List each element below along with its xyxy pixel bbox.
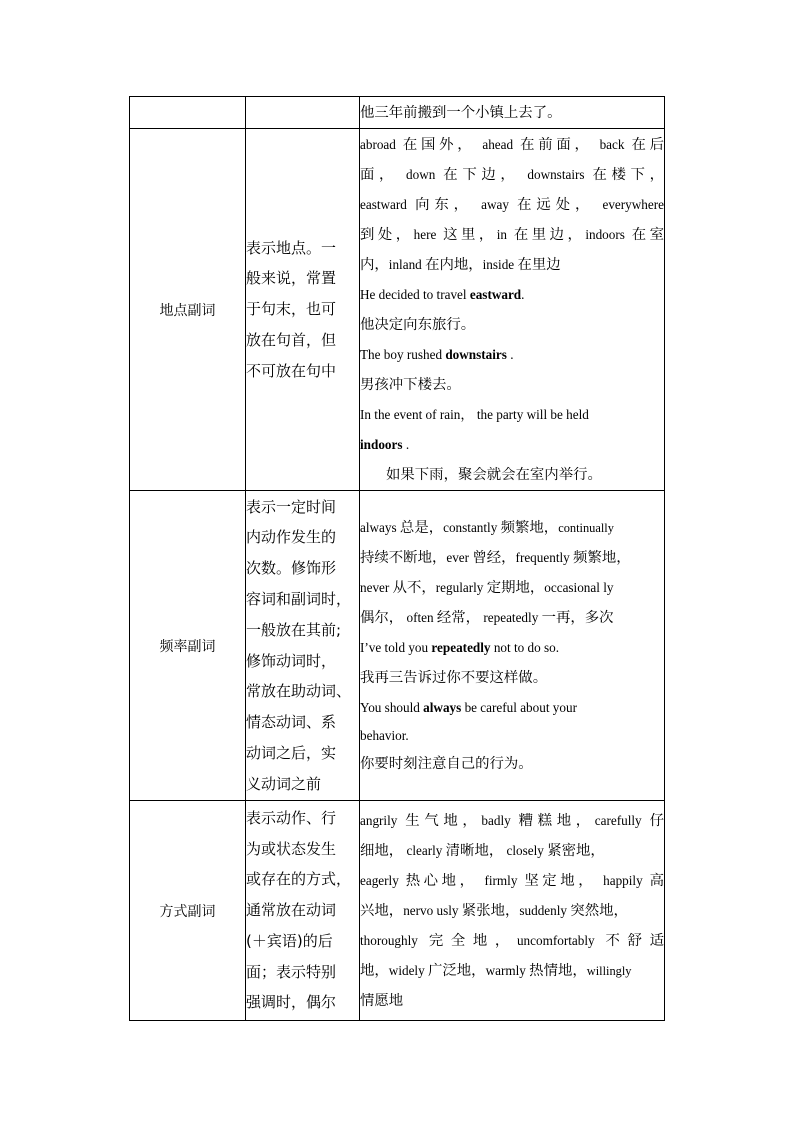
chinese-text: 在里边 — [517, 256, 561, 273]
highlighted-word: always — [423, 699, 462, 715]
chinese-text: 这里， — [443, 226, 497, 243]
example-line — [360, 280, 664, 310]
highlighted-word: indoors — [360, 436, 403, 452]
adverb-category: 方式副词 — [130, 801, 246, 1021]
example-line — [360, 160, 664, 190]
chinese-text: 在楼下， — [592, 166, 664, 183]
adverb-table — [129, 96, 665, 1021]
chinese-text: 内， — [360, 256, 389, 273]
english-text: frequently — [515, 549, 574, 565]
english-text: away — [472, 196, 518, 212]
chinese-text: 生气地， — [405, 812, 482, 829]
english-text: inside — [482, 256, 518, 272]
chinese-text: 地， — [360, 962, 389, 979]
example-line — [360, 926, 664, 956]
english-text: . — [506, 346, 514, 362]
english-text: clearly — [403, 842, 446, 858]
adverb-category: 频率副词 — [130, 491, 246, 801]
highlighted-word: downstairs — [445, 346, 507, 362]
chinese-text: 定期地， — [486, 579, 545, 596]
chinese-text: 高 — [649, 872, 664, 889]
chinese-text: 在室 — [631, 226, 664, 243]
chinese-text: 频繁地， — [500, 519, 559, 536]
chinese-text: 广泛地， — [428, 962, 486, 979]
description-line: 强调时，偶尔 — [246, 993, 337, 1012]
english-text: repeatedly — [480, 609, 542, 625]
example-line — [360, 370, 664, 400]
chinese-text: 曾经， — [472, 549, 516, 566]
chinese-text: 在远处， — [517, 196, 595, 213]
example-line — [360, 340, 664, 370]
english-text: continually — [558, 520, 614, 535]
english-text: angrily — [360, 812, 406, 828]
chinese-text: 经常， — [436, 609, 481, 626]
english-text: behavior. — [360, 727, 409, 743]
table-row — [130, 129, 665, 491]
english-text: closely — [503, 842, 548, 858]
example-line — [360, 633, 664, 663]
chinese-text: 偶尔， — [360, 609, 404, 626]
example-line — [360, 190, 664, 220]
english-text: nervo usly — [403, 902, 462, 918]
examples-cell — [360, 801, 665, 1021]
example-line — [360, 896, 664, 926]
english-text: . — [402, 436, 410, 452]
description-line: 内动作发生的 — [246, 528, 337, 547]
english-text: here — [413, 226, 444, 242]
chinese-text: 细地， — [360, 842, 404, 859]
chinese-text: 他三年前搬到一个小镇上去了。 — [360, 104, 562, 121]
english-text: be careful about your — [461, 699, 577, 715]
chinese-text: 他决定向东旅行。 — [360, 316, 476, 333]
example-line — [360, 430, 664, 460]
chinese-text: 糟糕地， — [518, 812, 595, 829]
description-line: (＋宾语)的后 — [246, 931, 333, 950]
chinese-text: 在前面， — [520, 136, 593, 153]
examples-cell — [360, 97, 665, 129]
english-text: happily — [596, 872, 650, 888]
chinese-text: 热心地， — [405, 872, 478, 889]
english-text: inland — [388, 256, 426, 272]
example-line — [360, 693, 664, 723]
english-text: constantly — [443, 519, 501, 535]
english-text: . — [521, 286, 525, 302]
english-text: down — [398, 166, 444, 182]
example-line — [360, 130, 664, 160]
description-line: 面；表示特别 — [246, 962, 337, 981]
chinese-text: 男孩冲下楼去。 — [360, 376, 461, 393]
english-text: downstairs — [519, 166, 593, 182]
chinese-text: 紧密地， — [547, 842, 605, 859]
usage-description — [246, 97, 360, 129]
example-line — [360, 250, 664, 280]
example-line — [360, 220, 664, 250]
example-line — [360, 836, 664, 866]
english-text: in — [496, 226, 514, 242]
chinese-text: 我再三告诉过你不要这样做。 — [360, 669, 548, 686]
english-text: never — [360, 579, 393, 595]
english-text: eagerly — [360, 872, 406, 888]
highlighted-word: eastward — [469, 286, 522, 302]
description-line: 义动词之前 — [246, 774, 322, 793]
english-text: I’ve told you — [360, 639, 432, 655]
example-line — [360, 310, 664, 340]
chinese-text: 不舒适 — [605, 932, 664, 949]
english-text: badly — [481, 812, 519, 828]
english-text: ever — [446, 549, 473, 565]
example-line — [360, 400, 664, 430]
chinese-text: 兴地， — [360, 902, 404, 919]
english-text: back — [592, 136, 632, 152]
adverb-category: 地点副词 — [130, 129, 246, 491]
chinese-text: 情愿地 — [360, 992, 404, 1009]
english-text: carefully — [594, 812, 650, 828]
description-line: 表示动作、行 — [246, 808, 337, 827]
english-text: not to do so. — [490, 639, 560, 655]
highlighted-word: repeatedly — [431, 639, 491, 655]
description-line: 为或状态发生 — [246, 839, 337, 858]
example-line — [360, 543, 664, 573]
description-line: 般来说，常置 — [246, 269, 337, 288]
english-text: firmly — [477, 872, 525, 888]
chinese-text: 坚定地， — [524, 872, 597, 889]
chinese-text: 到处， — [360, 226, 414, 243]
english-text: eastward — [360, 196, 416, 212]
chinese-text: 频繁地， — [573, 549, 631, 566]
description-line: 于句末，也可 — [246, 300, 337, 319]
chinese-text: 从不， — [392, 579, 436, 596]
english-text: always — [360, 519, 400, 535]
chinese-text: 总是， — [399, 519, 444, 536]
description-line: 常放在助动词、 — [246, 682, 352, 701]
english-text: everywhere — [594, 196, 664, 212]
english-text: The boy rushed — [360, 346, 446, 362]
example-line — [360, 98, 664, 128]
description-line: 一般放在其前; — [246, 620, 342, 639]
chinese-text: 完全地， — [428, 932, 517, 949]
english-text: willingly — [586, 963, 632, 978]
description-line: 放在句首，但 — [246, 330, 337, 349]
chinese-text: 突然地， — [570, 902, 628, 919]
example-line — [360, 603, 664, 633]
chinese-text: 在国外， — [402, 136, 476, 153]
english-text: often — [403, 609, 437, 625]
chinese-text: 清晰地， — [445, 842, 504, 859]
description-line: 情态动词、系 — [246, 713, 337, 732]
chinese-text: 仔 — [649, 812, 664, 829]
english-text: warmly — [485, 962, 530, 978]
example-line — [360, 663, 664, 693]
english-text: thoroughly — [360, 932, 429, 948]
chinese-text: 向东， — [415, 196, 473, 213]
chinese-text: 在内地， — [425, 256, 483, 273]
example-line — [360, 956, 664, 986]
description-line: 动词之后，实 — [246, 743, 337, 762]
chinese-text: 如果下雨，聚会就会在室内举行。 — [386, 466, 602, 483]
adverb-category — [130, 97, 246, 129]
example-line — [360, 573, 664, 603]
description-line: 容词和副词时， — [246, 589, 352, 608]
chinese-text: 在后 — [631, 136, 664, 153]
english-text: suddenly — [519, 902, 571, 918]
example-line — [360, 806, 664, 836]
examples-cell — [360, 491, 665, 801]
example-line — [360, 460, 664, 490]
english-text: widely — [388, 962, 428, 978]
english-text: He decided to travel — [360, 286, 470, 302]
english-text: You should — [360, 699, 424, 715]
table-row — [130, 97, 665, 129]
description-line: 表示地点。一 — [246, 238, 337, 257]
example-line — [360, 749, 664, 779]
example-line — [360, 513, 664, 543]
example-line — [360, 986, 664, 1016]
english-text: occasional ly — [544, 579, 614, 595]
chinese-text: 面， — [360, 166, 399, 183]
usage-description — [246, 129, 360, 491]
example-line — [360, 866, 664, 896]
english-text: indoors — [585, 226, 632, 242]
description-line: 或存在的方式， — [246, 870, 352, 889]
table-row — [130, 491, 665, 801]
examples-cell — [360, 129, 665, 491]
chinese-text: 一再，多次 — [541, 609, 614, 626]
english-text: uncomfortably — [516, 932, 606, 948]
english-text: regularly — [435, 579, 487, 595]
table-row — [130, 801, 665, 1021]
usage-description — [246, 491, 360, 801]
chinese-text: 在下边， — [443, 166, 520, 183]
chinese-text: 热情地， — [529, 962, 587, 979]
usage-description — [246, 801, 360, 1021]
description-line: 修饰动词时， — [246, 651, 337, 670]
description-line: 表示一定时间 — [246, 497, 337, 516]
example-line — [360, 723, 664, 749]
english-text: abroad — [360, 136, 403, 152]
chinese-text: 在里边， — [513, 226, 586, 243]
description-line: 次数。修饰形 — [246, 559, 337, 578]
chinese-text: 你要时刻注意自己的行为。 — [360, 755, 533, 772]
description-line: 通常放在动词 — [246, 901, 337, 920]
chinese-text: 紧张地， — [461, 902, 520, 919]
english-text: In the event of rain， the party will be held — [360, 406, 589, 422]
english-text: ahead — [475, 136, 521, 152]
chinese-text: 持续不断地， — [360, 549, 447, 566]
description-line: 不可放在句中 — [246, 361, 337, 380]
